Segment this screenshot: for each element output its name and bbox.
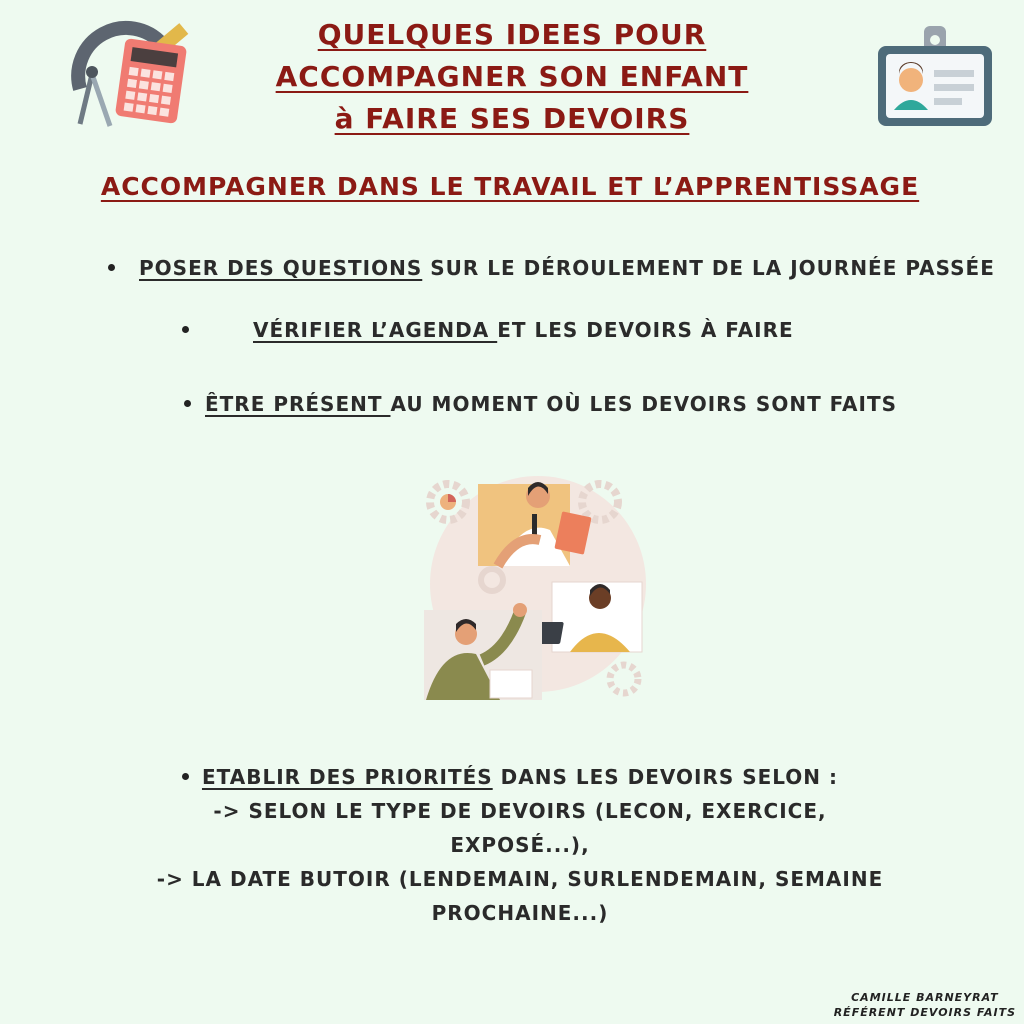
title-line-2: ACCOMPAGNER SON ENFANT [275,60,749,93]
priorities-line-4: -> LA DATE BUTOIR (LENDEMAIN, SURLENDEMAIN, SEMAINE [156,867,884,891]
title-line-1: QUELQUES IDEES POUR [317,18,707,51]
bullet-questions: POSER DES QUESTIONS SUR LE DÉROULEMENT DE LA JOURNÉE PASSÉE [108,256,995,280]
author-role: RÉFÉRENT DEVOIRS FAITS [833,1006,1016,1019]
title-line-3: à FAIRE SES DEVOIRS [334,102,690,135]
section-subtitle: ACCOMPAGNER DANS LE TRAVAIL ET L’APPRENTISSAGE [100,172,920,201]
priorities-block [130,760,910,930]
priorities-line-2: -> SELON LE TYPE DE DEVOIRS (LECON, EXERCICE, [213,799,827,823]
video-meeting-illustration [420,474,650,704]
bullet-present: ÊTRE PRÉSENT AU MOMENT OÙ LES DEVOIRS SONT FAITS [184,392,897,416]
bullet-dot [184,400,191,407]
priorities-line-5: PROCHAINE...) [431,901,609,925]
priorities-line-1: ETABLIR DES PRIORITÉS DANS LES DEVOIRS SELON : [201,765,839,789]
bullet-agenda: VÉRIFIER L’AGENDA ET LES DEVOIRS À FAIRE [182,318,794,342]
bullet-dot [108,264,115,271]
author-signature [834,990,1016,1020]
bullet-dot [182,326,189,333]
bullet-dot [182,773,189,780]
priorities-line-3: EXPOSÉ...), [450,833,590,857]
author-name: CAMILLE BARNEYRAT [851,991,999,1004]
